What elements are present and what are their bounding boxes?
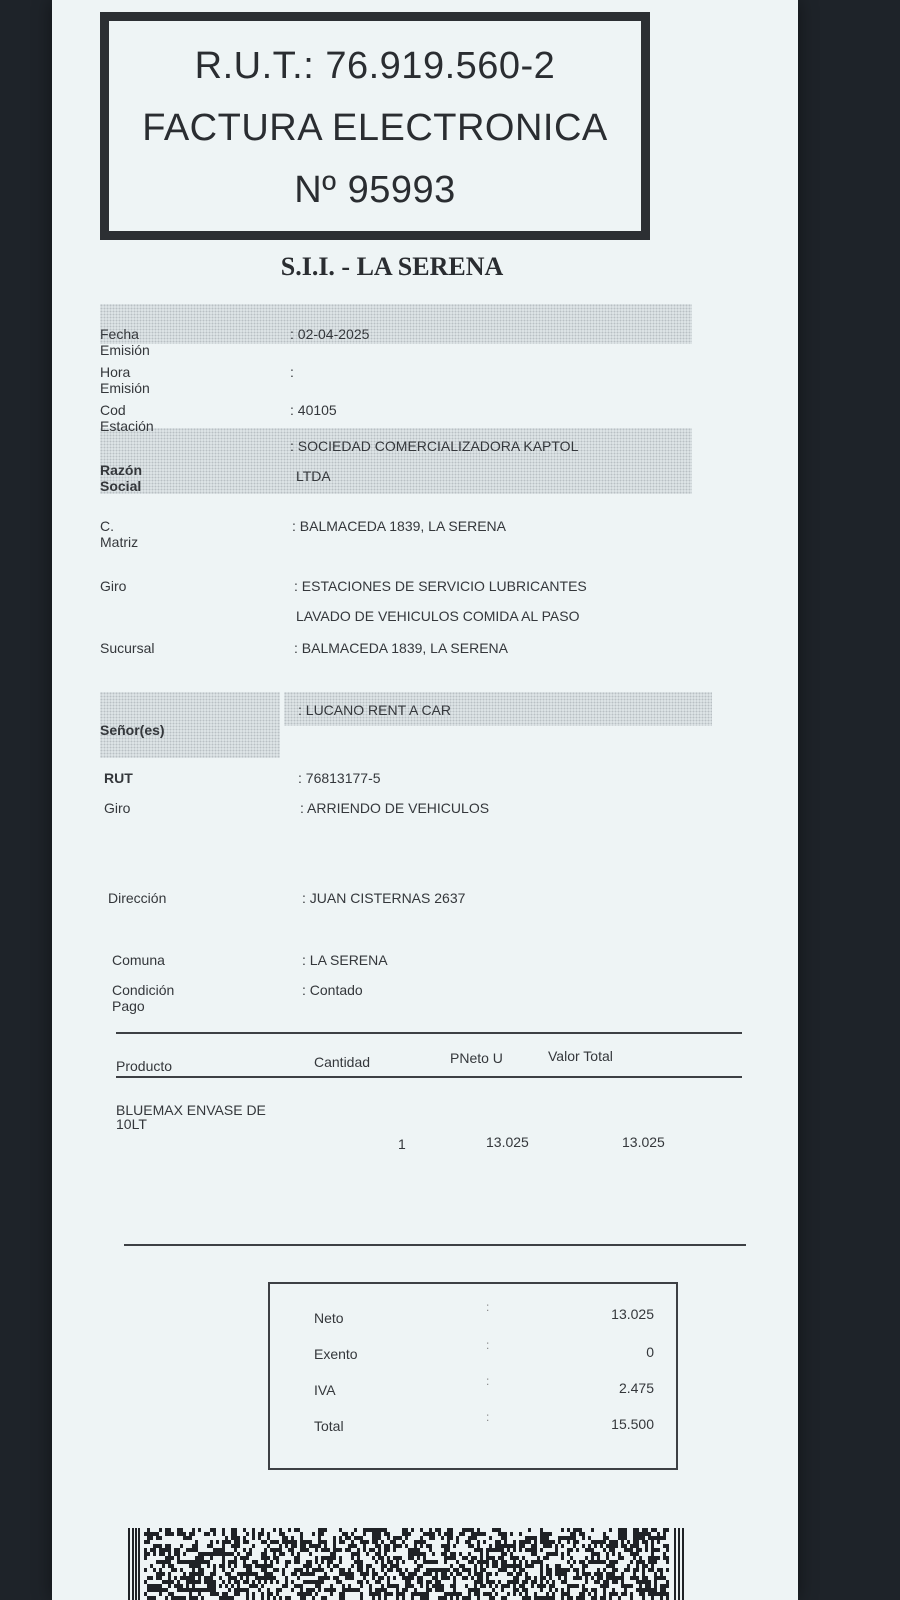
pdf417-barcode [128, 1528, 688, 1600]
product-unit-price: 13.025 [486, 1134, 529, 1150]
product-qty: 1 [398, 1136, 406, 1152]
customer-giro-label: Giro [104, 800, 131, 816]
razon-line2: LTDA [296, 468, 331, 484]
comuna-label: Comuna [112, 952, 165, 968]
iva-value: 2.475 [618, 1380, 654, 1396]
product-name-line2: 10LT [116, 1116, 147, 1132]
giro-label: Giro [100, 578, 127, 594]
colon-mark: : [486, 1338, 490, 1352]
product-name-line1: BLUEMAX ENVASE DE [116, 1102, 266, 1118]
comuna-value: : LA SERENA [302, 952, 388, 968]
colon-mark: : [486, 1300, 490, 1314]
cod-estacion-value: : 40105 [290, 402, 337, 418]
senor-value: : LUCANO RENT A CAR [298, 702, 452, 718]
exento-label: Exento [314, 1346, 358, 1362]
neto-label: Neto [314, 1310, 344, 1326]
table-header-rule [116, 1076, 742, 1078]
neto-value: 13.025 [611, 1306, 654, 1322]
customer-giro-value: : ARRIENDO DE VEHICULOS [300, 800, 490, 816]
invoice-receipt [52, 0, 798, 1600]
senor-label: Señor(es) [100, 722, 165, 738]
sucursal-label: Sucursal [100, 640, 155, 656]
razon-label: Razón Social [100, 462, 142, 494]
sucursal-value: : BALMACEDA 1839, LA SERENA [294, 640, 508, 656]
customer-rut-label: RUT [104, 770, 133, 786]
table-top-rule [116, 1032, 742, 1034]
colon-mark: : [486, 1410, 490, 1424]
col-valor-total: Valor Total [548, 1048, 613, 1064]
col-pneto: PNeto U [450, 1050, 503, 1066]
hora-label: Hora Emisión [100, 364, 150, 396]
cod-estacion-label: Cod Estación [100, 402, 154, 434]
barcode-graphic [128, 1528, 688, 1600]
exento-value: 0 [646, 1344, 654, 1360]
hora-value: : [290, 364, 294, 380]
giro-line2: LAVADO DE VEHICULOS COMIDA AL PASO [296, 608, 580, 624]
product-total: 13.025 [622, 1134, 665, 1150]
total-value: 15.500 [611, 1416, 654, 1432]
matriz-label: C. Matriz [100, 518, 139, 550]
sii-office: S.I.I. - LA SERENA [280, 252, 504, 281]
col-cantidad: Cantidad [314, 1054, 371, 1070]
direccion-value: : JUAN CISTERNAS 2637 [302, 890, 466, 906]
shade-fecha [100, 304, 692, 344]
razon-line1: : SOCIEDAD COMERCIALIZADORA KAPTOL [290, 438, 579, 454]
col-producto: Producto [116, 1058, 173, 1074]
customer-rut-value: : 76813177-5 [298, 770, 381, 786]
matriz-value: : BALMACEDA 1839, LA SERENA [292, 518, 506, 534]
table-bottom-rule [124, 1244, 746, 1246]
fecha-label: Fecha Emisión [100, 326, 150, 358]
document-type: FACTURA ELECTRONICA [142, 106, 608, 149]
invoice-number: Nº 95993 [294, 168, 456, 211]
condicion-pago-label: Condición Pago [112, 982, 175, 1014]
fecha-value: : 02-04-2025 [290, 326, 370, 342]
issuer-rut: R.U.T.: 76.919.560-2 [194, 44, 556, 87]
invoice-header-box [100, 12, 650, 240]
giro-line1: : ESTACIONES DE SERVICIO LUBRICANTES [294, 578, 587, 594]
condicion-pago-value: : Contado [302, 982, 363, 998]
direccion-label: Dirección [108, 890, 167, 906]
colon-mark: : [486, 1374, 490, 1388]
totals-box [268, 1282, 678, 1470]
iva-label: IVA [314, 1382, 336, 1398]
total-label: Total [314, 1418, 344, 1434]
